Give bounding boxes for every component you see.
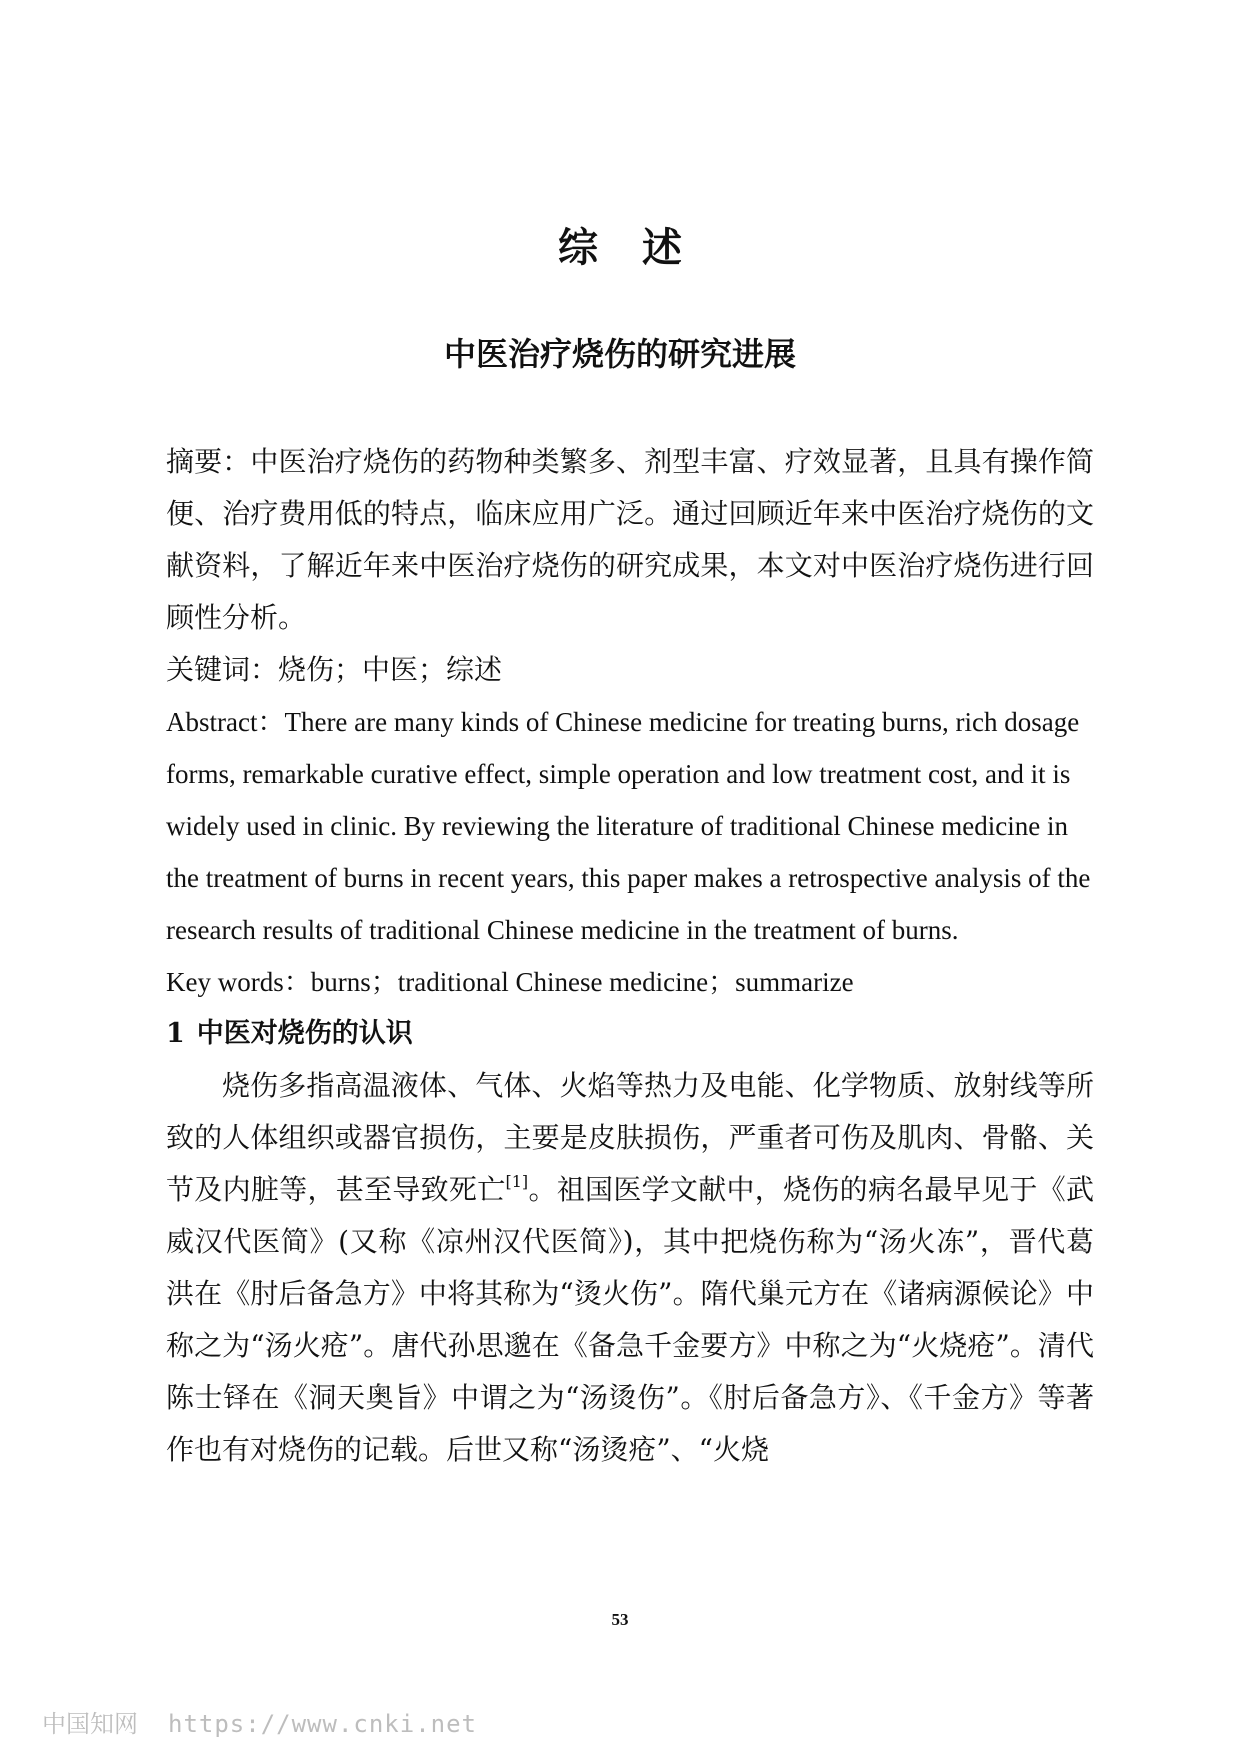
cnki-watermark — [42, 1704, 477, 1739]
section-title-char-2: 述 — [642, 224, 682, 271]
body-paragraph-1 — [166, 1060, 1094, 1476]
article-body — [166, 436, 1094, 1476]
paragraph-text-before-citation: 烧伤多指高温液体、气体、火焰等热力及电能、化学物质、放射线等所致的人体组织或器官损伤，主要是皮肤损伤，严重者可伤及肌肉、骨骼、关节及内脏等，甚至导致死亡 — [166, 1069, 1094, 1206]
section-title-char-1: 综 — [558, 224, 598, 271]
paper-title: 中医治疗烧伤的研究进展 — [443, 335, 796, 373]
abstract-chinese: 摘要：中医治疗烧伤的药物种类繁多、剂型丰富、疗效显著，且具有操作简便、治疗费用低的特点，临床应用广泛。通过回顾近年来中医治疗烧伤的文献资料，了解近年来中医治疗烧伤的研究成果，本文对中医治疗烧伤进行回顾性分析。 — [166, 445, 1094, 634]
section-heading-number: 1 — [166, 1018, 185, 1049]
keywords-chinese: 关键词：烧伤；中医；综述 — [166, 653, 503, 686]
section-heading-1 — [166, 1008, 1094, 1060]
keywords-english: Key words：burns；traditional Chinese medicine；summarize — [166, 967, 854, 997]
section-heading-text: 中医对烧伤的认识 — [196, 1018, 413, 1049]
abstract-english: Abstract：There are many kinds of Chinese medicine for treating burns, rich dosage forms, remarkable curative effect, simple operation and low treatment cost, and it is widely used in clinic. By reviewing the literature of traditional Chinese medicine in the treatment of burns in recent years, this paper makes a retrospective analysis of the research results of traditional Chinese medicine in the treatment of burns. — [166, 707, 1091, 945]
watermark-url: https://www.cnki.net — [168, 1710, 477, 1738]
section-title — [0, 222, 1240, 274]
citation-ref-1[interactable]: [1] — [505, 1172, 529, 1191]
page-number: 53 — [611, 1610, 629, 1629]
watermark-brand: 中国知网 — [42, 1710, 138, 1738]
paragraph-text-after-citation: 。祖国医学文献中，烧伤的病名最早见于《武威汉代医简》(又称《凉州汉代医简》)，其中把烧伤称为“汤火冻”，晋代葛洪在《肘后备急方》中将其称为“烫火伤”。隋代巢元方在《诸病源候论》中称之为“汤火疮”。唐代孙思邈在《备急千金要方》中称之为“火烧疮”。清代陈士铎在《洞天奥旨》中谓之为“汤烫伤”。《肘后备急方》、《千金方》等著作也有对烧伤的记载。后世又称“汤烫疮”、“火烧 — [166, 1173, 1094, 1466]
